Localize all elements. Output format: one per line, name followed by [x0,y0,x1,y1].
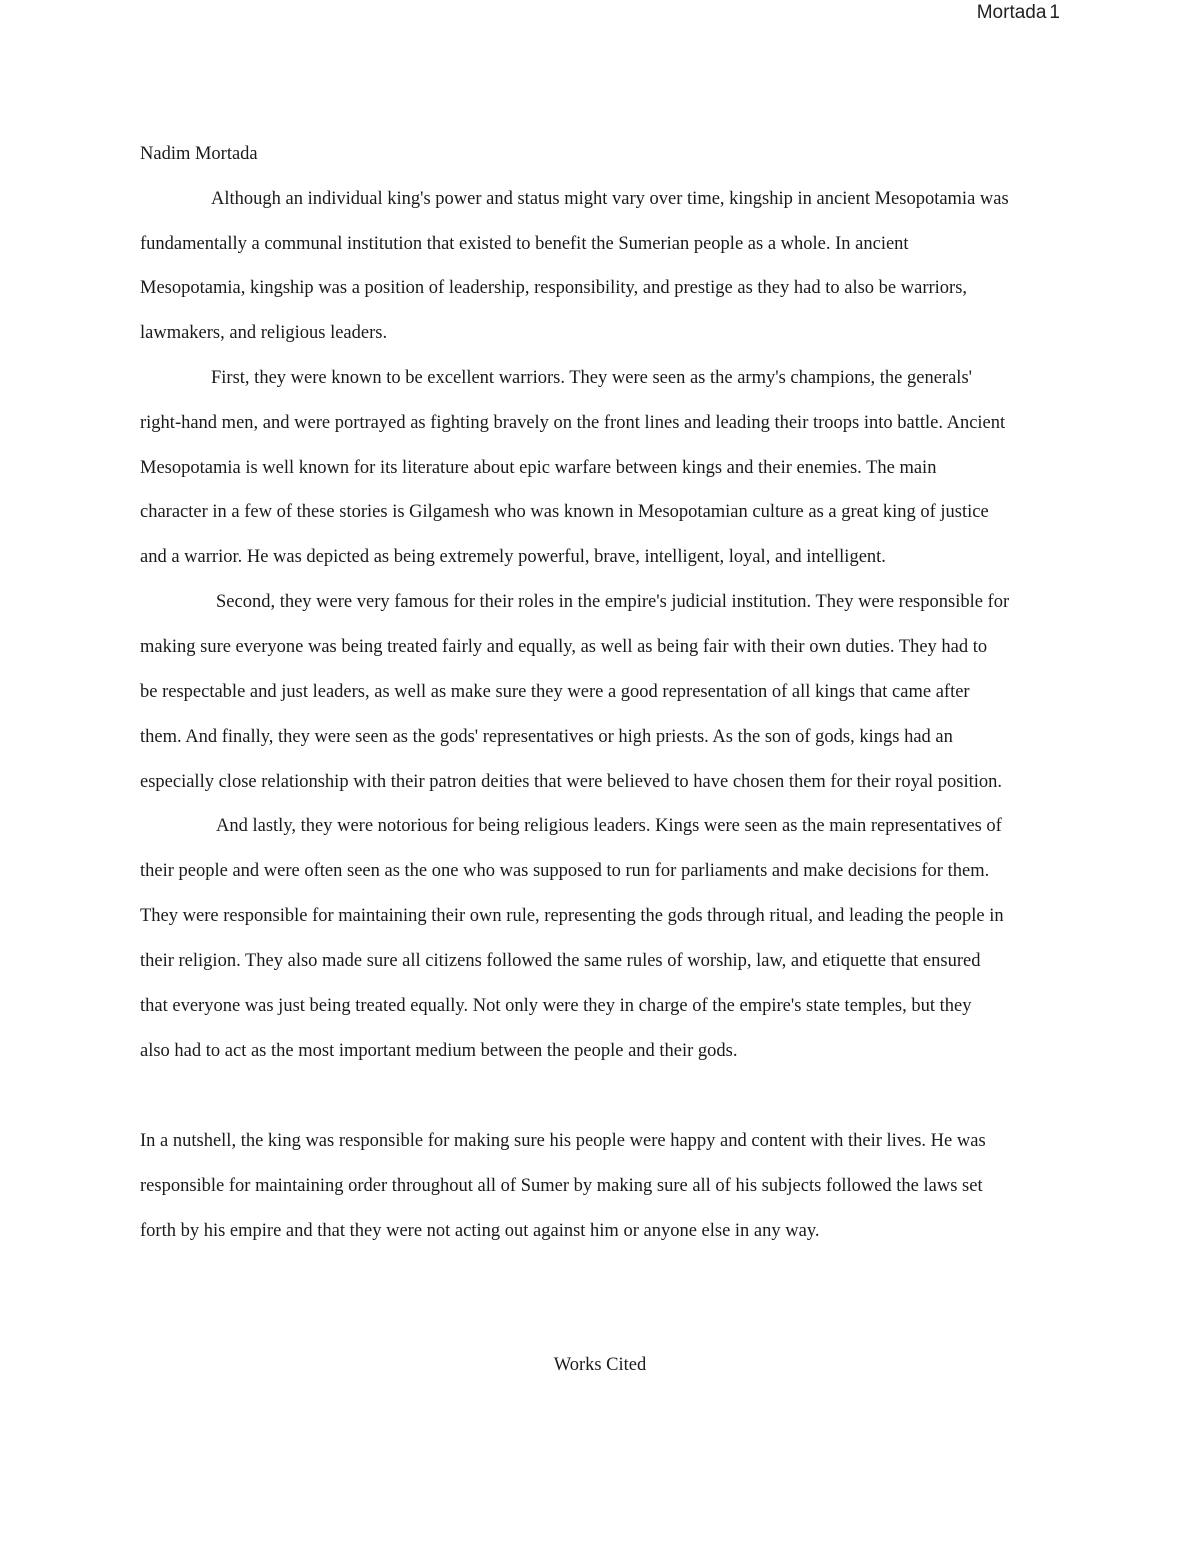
paragraph-1-line-3: Mesopotamia, kingship was a position of leadership, responsibility, and prestige as they had to also be warriors, [140,278,968,298]
header-page-number: 1 [1049,2,1060,23]
conclusion-line-3: forth by his empire and that they were not acting out against him or anyone else in any way. [140,1221,820,1241]
paragraph-3-line-3: be respectable and just leaders, as well as make sure they were a good representation of all kings that came after [140,682,970,702]
paragraph-4-line-6: also had to act as the most important medium between the people and their gods. [140,1041,738,1061]
paragraph-4-line-3: They were responsible for maintaining their own rule, representing the gods through ritual, and leading the people in [140,906,1004,926]
paragraph-1-line-1: Although an individual king's power and status might vary over time, kingship in ancient Mesopotamia was [211,189,1009,209]
paragraph-2-line-5: and a warrior. He was depicted as being extremely powerful, brave, intelligent, loyal, and intelligent. [140,547,886,567]
paragraph-3-line-2: making sure everyone was being treated fairly and equally, as well as being fair with their own duties. They had to [140,637,988,657]
header-surname: Mortada [976,2,1047,23]
page-header [977,2,1060,24]
paragraph-4-line-5: that everyone was just being treated equally. Not only were they in charge of the empire's state temples, but they [140,996,972,1016]
paragraph-1-line-4: lawmakers, and religious leaders. [140,323,388,343]
paragraph-3-line-5: especially close relationship with their patron deities that were believed to have chosen them for their royal position. [140,772,1003,792]
conclusion-line-1: In a nutshell, the king was responsible for making sure his people were happy and content with their lives. He was [140,1131,986,1151]
author-name: Nadim Mortada [140,144,258,164]
paragraph-4-line-1: And lastly, they were notorious for being religious leaders. Kings were seen as the main representatives of [216,816,1002,836]
paragraph-2-line-3: Mesopotamia is well known for its literature about epic warfare between kings and their enemies. The main [140,458,937,478]
conclusion-line-2: responsible for maintaining order throughout all of Sumer by making sure all of his subjects followed the laws set [140,1176,983,1196]
paragraph-4-line-2: their people and were often seen as the one who was supposed to run for parliaments and make decisions for them. [140,861,990,881]
paragraph-2-line-4: character in a few of these stories is Gilgamesh who was known in Mesopotamian culture as a great king of justice [140,502,989,522]
works-cited-heading: Works Cited [553,1355,647,1375]
paragraph-1-line-2: fundamentally a communal institution that existed to benefit the Sumerian people as a whole. In ancient [140,234,909,254]
paragraph-2-line-2: right-hand men, and were portrayed as fighting bravely on the front lines and leading their troops into battle. Ancient [140,413,1006,433]
paragraph-3-line-4: them. And finally, they were seen as the gods' representatives or high priests. As the son of gods, kings had an [140,727,953,747]
paragraph-3-line-1: Second, they were very famous for their roles in the empire's judicial institution. They were responsible for [216,592,1010,612]
paragraph-4-line-4: their religion. They also made sure all citizens followed the same rules of worship, law, and etiquette that ensured [140,951,981,971]
paragraph-2-line-1: First, they were known to be excellent warriors. They were seen as the army's champions, the generals' [211,368,972,388]
